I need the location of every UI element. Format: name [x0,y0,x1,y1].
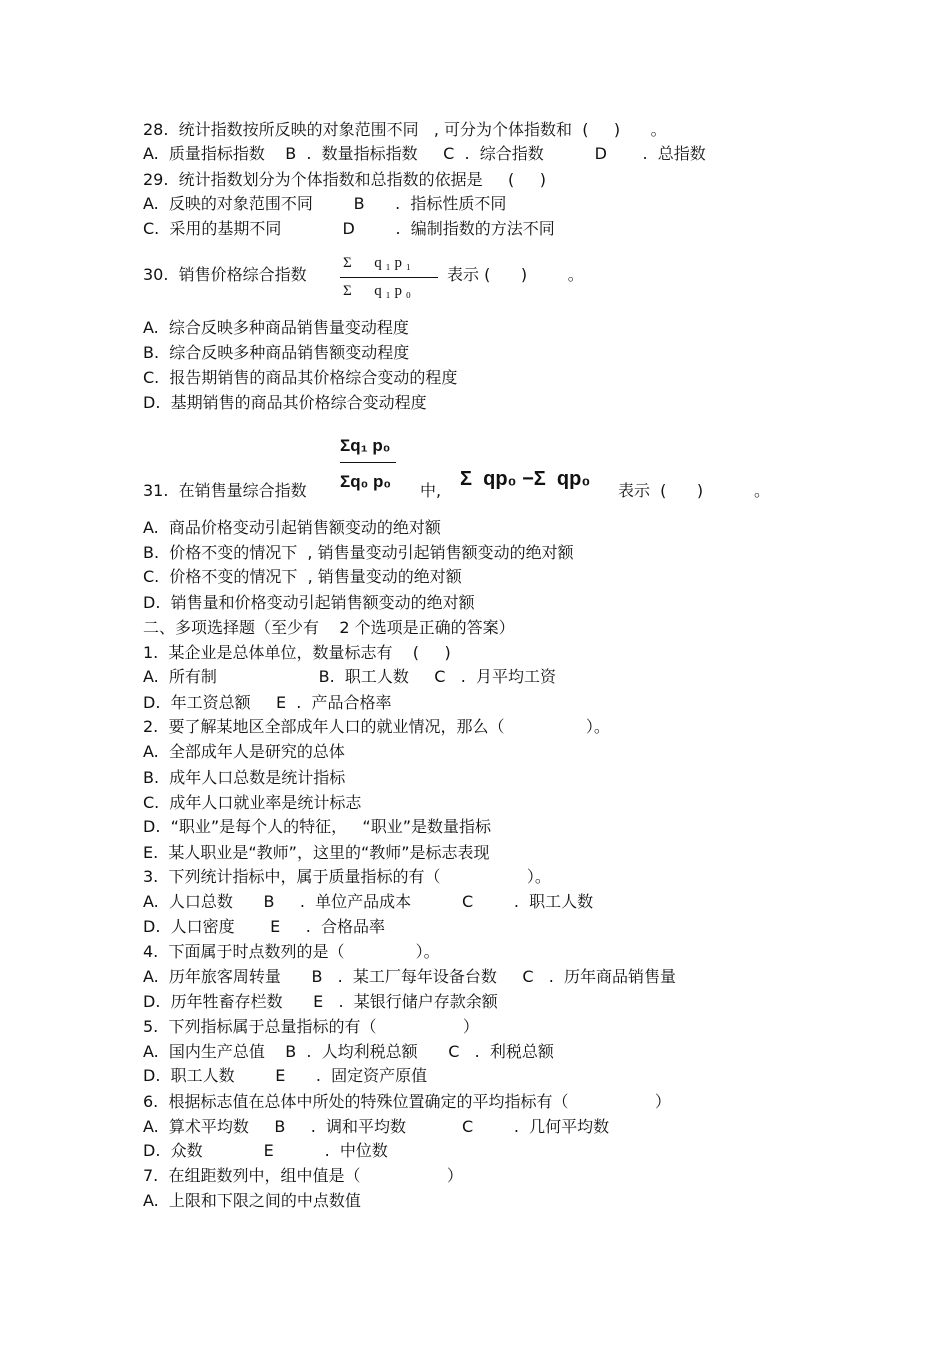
mc-question-6-options-abc: A. 算术平均数 B . 调和平均数 C . 几何平均数 [143,1117,610,1136]
mc-question-5-options-abc: A. 国内生产总值 B . 人均利税总额 C . 利税总额 [143,1042,554,1061]
mc-question-1-options-abc: A. 所有制 B. 职工人数 C . 月平均工资 [143,667,556,686]
mc-question-5: 5. 下列指标属于总量指标的有（ ） [143,1017,479,1036]
question-30-option-a: A. 综合反映多种商品销售量变动程度 [143,318,409,337]
mc-question-2-option-b: B. 成年人口总数是统计指标 [143,768,346,787]
mc-question-2-option-a: A. 全部成年人是研究的总体 [143,742,345,761]
question-29-options-cd: C. 采用的基期不同 D . 编制指数的方法不同 [143,219,555,238]
question-31-prefix: 31. 在销售量综合指数 [143,481,307,500]
question-31-option-d: D. 销售量和价格变动引起销售额变动的绝对额 [143,593,475,612]
question-29-options-ab: A. 反映的对象范围不同 B . 指标性质不同 [143,194,507,213]
mc-question-2-option-d: D. “职业”是每个人的特征， “职业”是数量指标 [143,817,491,836]
question-29: 29. 统计指数划分为个体指数和总指数的依据是 ( ) [143,170,546,189]
mc-question-1: 1. 某企业是总体单位，数量标志有 ( ) [143,643,451,662]
mc-question-1-options-de: D. 年工资总额 E . 产品合格率 [143,693,392,712]
q31-difference-expression: Σ qp₀ −Σ qp₀ [460,468,591,490]
q30-fraction-bar [340,277,438,278]
mc-question-6-options-de: D. 众数 E . 中位数 [143,1141,388,1160]
mc-question-4: 4. 下面属于时点数列的是（ ）。 [143,942,440,961]
mc-question-6: 6. 根据标志值在总体中所处的特殊位置确定的平均指标有（ ） [143,1092,671,1111]
q31-fraction-bar [340,462,396,463]
question-30-option-d: D. 基期销售的商品其价格综合变动程度 [143,393,427,412]
mc-question-7-option-a: A. 上限和下限之间的中点数值 [143,1191,361,1210]
q30-denominator: Σ q ₁ p ₀ [343,283,411,299]
question-30-option-b: B. 综合反映多种商品销售额变动程度 [143,343,410,362]
question-31-option-a: A. 商品价格变动引起销售额变动的绝对额 [143,518,441,537]
question-30-option-c: C. 报告期销售的商品其价格综合变动的程度 [143,368,458,387]
mc-question-3-options-abc: A. 人口总数 B . 单位产品成本 C . 职工人数 [143,892,594,911]
mc-question-2-option-e: E. 某人职业是“教师”，这里的“教师”是标志表现 [143,843,490,862]
mc-question-4-options-de: D. 历年牲畜存栏数 E . 某银行储户存款余额 [143,992,498,1011]
q31-numerator: Σq₁ p₀ [340,436,391,455]
question-28: 28. 统计指数按所反映的对象范围不同 , 可分为个体指数和 ( ) 。 [143,120,667,139]
question-28-options: A. 质量指标指数 B . 数量指标指数 C . 综合指数 D . 总指数 [143,144,706,163]
q31-denominator: Σq₀ p₀ [340,472,392,491]
q30-numerator: Σ q ₁ p ₁ [343,255,411,271]
mc-question-3: 3. 下列统计指标中，属于质量指标的有（ ）。 [143,867,551,886]
question-31-mid: 中, [420,481,442,500]
mc-question-7: 7. 在组距数列中，组中值是（ ） [143,1166,463,1185]
question-31-option-c: C. 价格不变的情况下 , 销售量变动的绝对额 [143,567,462,586]
question-30-suffix: 表示 ( ) 。 [447,265,584,284]
question-31-option-b: B. 价格不变的情况下 , 销售量变动引起销售额变动的绝对额 [143,543,574,562]
mc-question-2: 2. 要了解某地区全部成年人口的就业情况，那么（ ）。 [143,717,610,736]
mc-question-4-options-abc: A. 历年旅客周转量 B . 某工厂每年设备台数 C . 历年商品销售量 [143,967,677,986]
question-30-prefix: 30. 销售价格综合指数 [143,265,307,284]
mc-question-2-option-c: C. 成年人口就业率是统计标志 [143,793,362,812]
mc-question-5-options-de: D. 职工人数 E . 固定资产原值 [143,1066,428,1085]
mc-question-3-options-de: D. 人口密度 E . 合格品率 [143,917,385,936]
question-31-suffix: 表示 ( ) 。 [618,481,771,500]
section-heading-multiple-choice: 二、多项选择题（至少有 2 个选项是正确的答案） [143,618,515,637]
